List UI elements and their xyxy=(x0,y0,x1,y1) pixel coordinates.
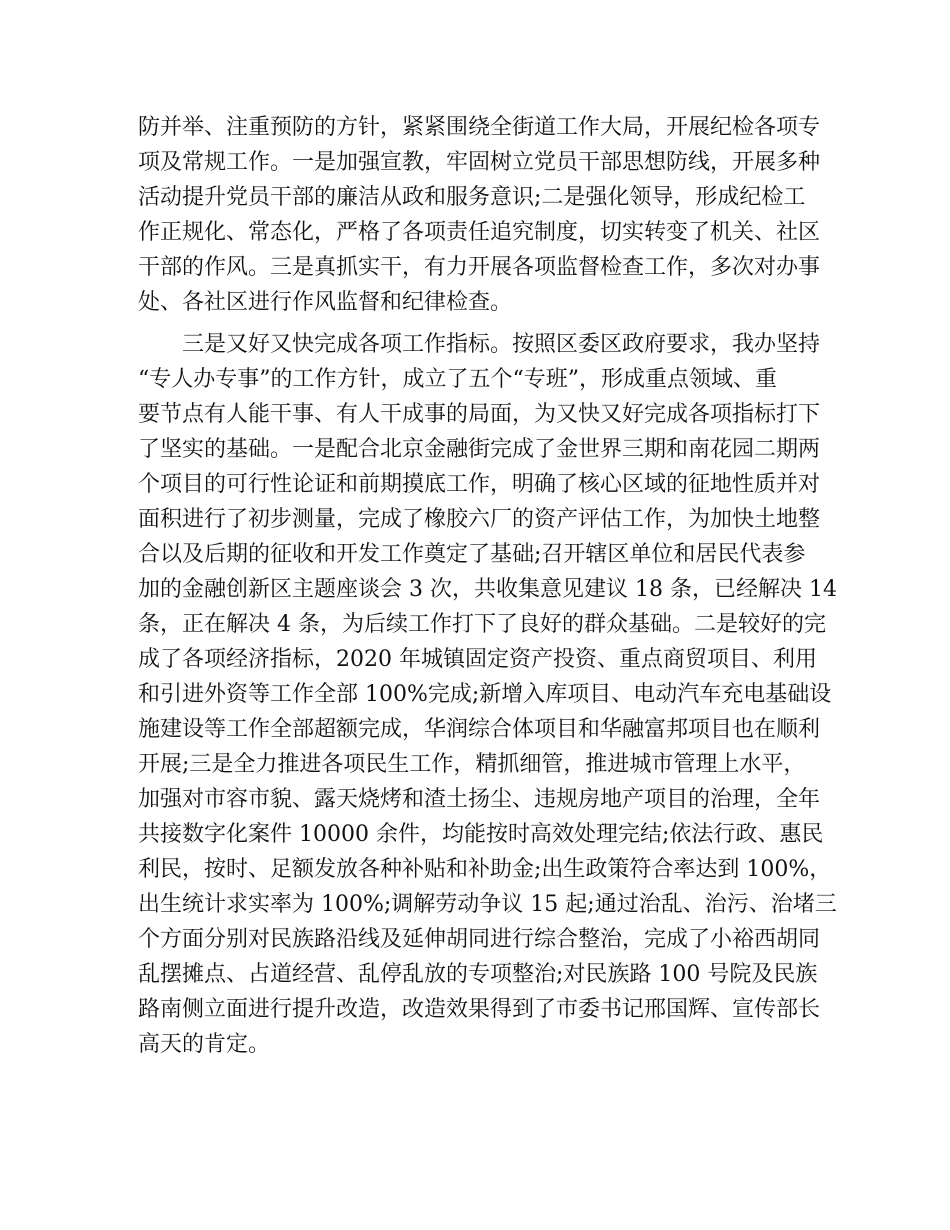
text-line: 高天的肯定。 xyxy=(138,1032,271,1057)
text-line: 乱摆摊点、占道经营、乱停乱放的专项整治;对民族路 100 号院及民族 xyxy=(138,962,818,987)
text-line: 作正规化、常态化，严格了各项责任追究制度，切实转变了机关、社区 xyxy=(138,220,821,245)
text-line: 开展;三是全力推进各项民生工作，精抓细管，推进城市管理上水平， xyxy=(138,752,806,777)
text-line: 和引进外资等工作全部 100%完成;新增入库项目、电动汽车充电基础设 xyxy=(138,682,832,707)
text-line: 处、各社区进行作风监督和纪律检查。 xyxy=(138,290,513,315)
text-line: 条，正在解决 4 条，为后续工作打下了良好的群众基础。二是较好的完 xyxy=(138,612,826,637)
text-line: 面积进行了初步测量，完成了橡胶六厂的资产评估工作，为加快土地整 xyxy=(138,507,821,532)
text-line: 加的金融创新区主题座谈会 3 次，共收集意见建议 18 条，已经解决 14 xyxy=(138,577,837,602)
text-line: 出生统计求实率为 100%;调解劳动争议 15 起;通过治乱、治污、治堵三 xyxy=(138,892,837,917)
paragraph-start-line: 三是又好又快完成各项工作指标。按照区委区政府要求，我办坚持 xyxy=(182,332,821,357)
text-line: “专人办专事”的工作方针，成立了五个“专班”，形成重点领域、重 xyxy=(138,367,777,392)
text-line: 个项目的可行性论证和前期摸底工作，明确了核心区域的征地性质并对 xyxy=(138,472,821,497)
text-line: 防并举、注重预防的方针，紧紧围绕全街道工作大局，开展纪检各项专 xyxy=(138,115,821,140)
text-line: 活动提升党员干部的廉洁从政和服务意识;二是强化领导，形成纪检工 xyxy=(138,185,806,210)
text-line: 成了各项经济指标，2020 年城镇固定资产投资、重点商贸项目、利用 xyxy=(138,647,817,672)
text-line: 路南侧立面进行提升改造，改造效果得到了市委书记邢国辉、宣传部长 xyxy=(138,997,821,1022)
text-line: 加强对市容市貌、露天烧烤和渣土扬尘、违规房地产项目的治理，全年 xyxy=(138,787,821,812)
text-line: 个方面分别对民族路沿线及延伸胡同进行综合整治，完成了小裕西胡同 xyxy=(138,927,821,952)
text-line: 项及常规工作。一是加强宣教，牢固树立党员干部思想防线，开展多种 xyxy=(138,150,821,175)
text-line: 了坚实的基础。一是配合北京金融街完成了金世界三期和南花园二期两 xyxy=(138,437,821,462)
text-line: 要节点有人能干事、有人干成事的局面，为又快又好完成各项指标打下 xyxy=(138,402,821,427)
text-line: 干部的作风。三是真抓实干，有力开展各项监督检查工作，多次对办事 xyxy=(138,255,821,280)
text-line: 施建设等工作全部超额完成，华润综合体项目和华融富邦项目也在顺利 xyxy=(138,717,821,742)
text-line: 共接数字化案件 10000 余件，均能按时高效处理完结;依法行政、惠民 xyxy=(138,822,824,847)
text-line: 合以及后期的征收和开发工作奠定了基础;召开辖区单位和居民代表参 xyxy=(138,542,806,567)
text-line: 利民，按时、足额发放各种补贴和补助金;出生政策符合率达到 100%， xyxy=(138,857,832,882)
